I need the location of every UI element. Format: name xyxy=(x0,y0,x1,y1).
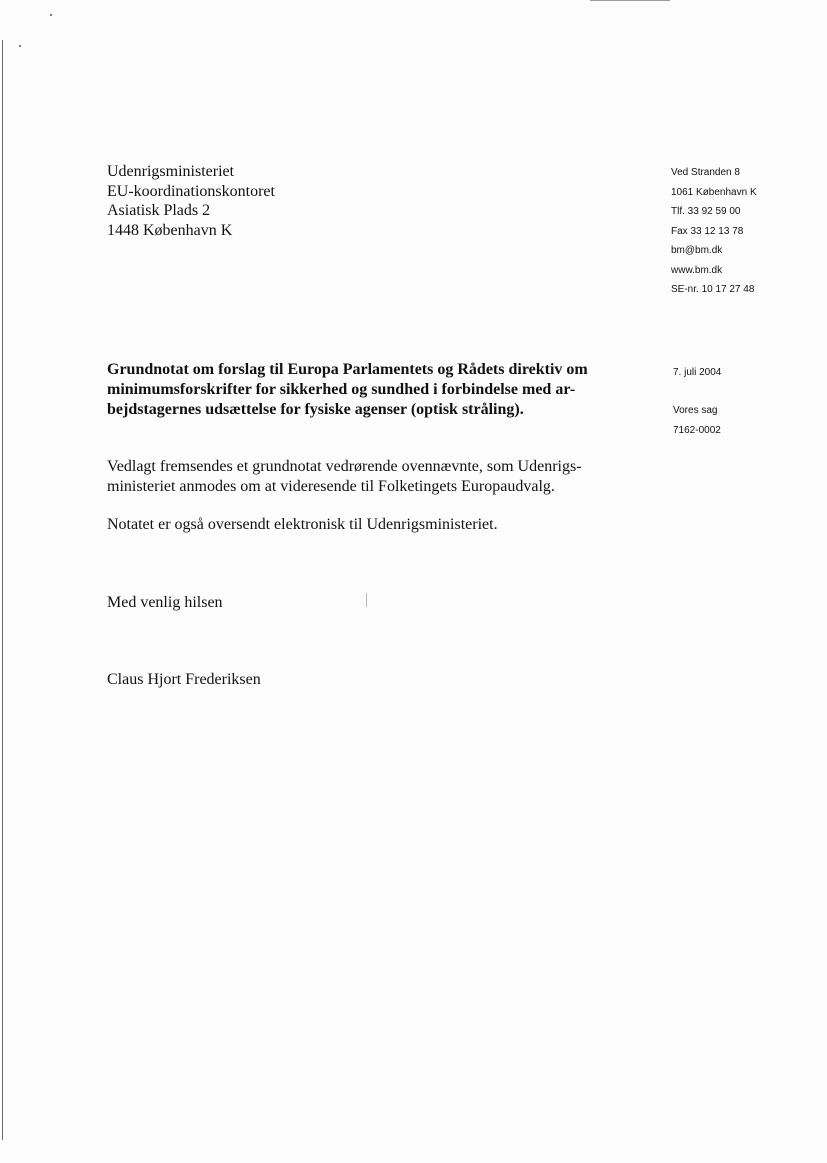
subject-line: minimumsforskrifter for sikkerhed og sundhed i forbindelse med ar- xyxy=(107,381,576,398)
sender-email: bm@bm.dk xyxy=(671,245,723,256)
closing-greeting xyxy=(107,593,223,613)
body-paragraph-2 xyxy=(107,515,498,535)
scan-mark xyxy=(366,593,367,607)
sender-website: www.bm.dk xyxy=(671,264,723,276)
subject-line: Grundnotat om forslag til Europa Parlamentets og Rådets direktiv om xyxy=(107,361,588,378)
sender-se-number: SE-nr. 10 17 27 48 xyxy=(671,284,755,295)
recipient-line: EU-koordinationskontoret xyxy=(107,182,275,200)
recipient-line: 1448 København K xyxy=(107,221,233,239)
case-label: Vores sag xyxy=(673,405,718,416)
scan-edge-line xyxy=(2,40,3,1140)
signature-text: Claus Hjort Frederiksen xyxy=(107,671,261,688)
recipient-line: Asiatisk Plads 2 xyxy=(107,202,211,219)
sender-street: Ved Stranden 8 xyxy=(671,167,740,178)
sender-fax: Fax 33 12 13 78 xyxy=(671,225,744,237)
sender-city: 1061 København K xyxy=(671,186,757,198)
signature-name xyxy=(107,670,261,690)
sender-phone: Tlf. 33 92 59 00 xyxy=(671,206,741,217)
subject-line: bejdstagernes udsættelse for fysiske agenser (optisk stråling). xyxy=(107,401,524,418)
scan-speck xyxy=(50,14,52,16)
body-line: ministeriet anmodes om at videresende til Folketingets Europaudvalg. xyxy=(107,477,555,495)
body-paragraph-1 xyxy=(107,457,582,496)
letter-date: 7. juli 2004 xyxy=(673,367,722,378)
recipient-line: Udenrigsministeriet xyxy=(107,163,235,180)
scan-top-mark xyxy=(590,0,670,1)
body-line: Vedlagt fremsendes et grundnotat vedrørende ovennævnte, som Udenrigs- xyxy=(107,458,582,475)
scan-speck xyxy=(19,45,21,47)
recipient-address xyxy=(107,162,275,240)
body-line: Notatet er også oversendt elektronisk til Udenrigsministeriet. xyxy=(107,516,498,533)
case-number: 7162-0002 xyxy=(673,425,721,436)
letter-subject xyxy=(107,360,627,420)
sender-address xyxy=(671,163,757,300)
closing-text: Med venlig hilsen xyxy=(107,594,223,611)
